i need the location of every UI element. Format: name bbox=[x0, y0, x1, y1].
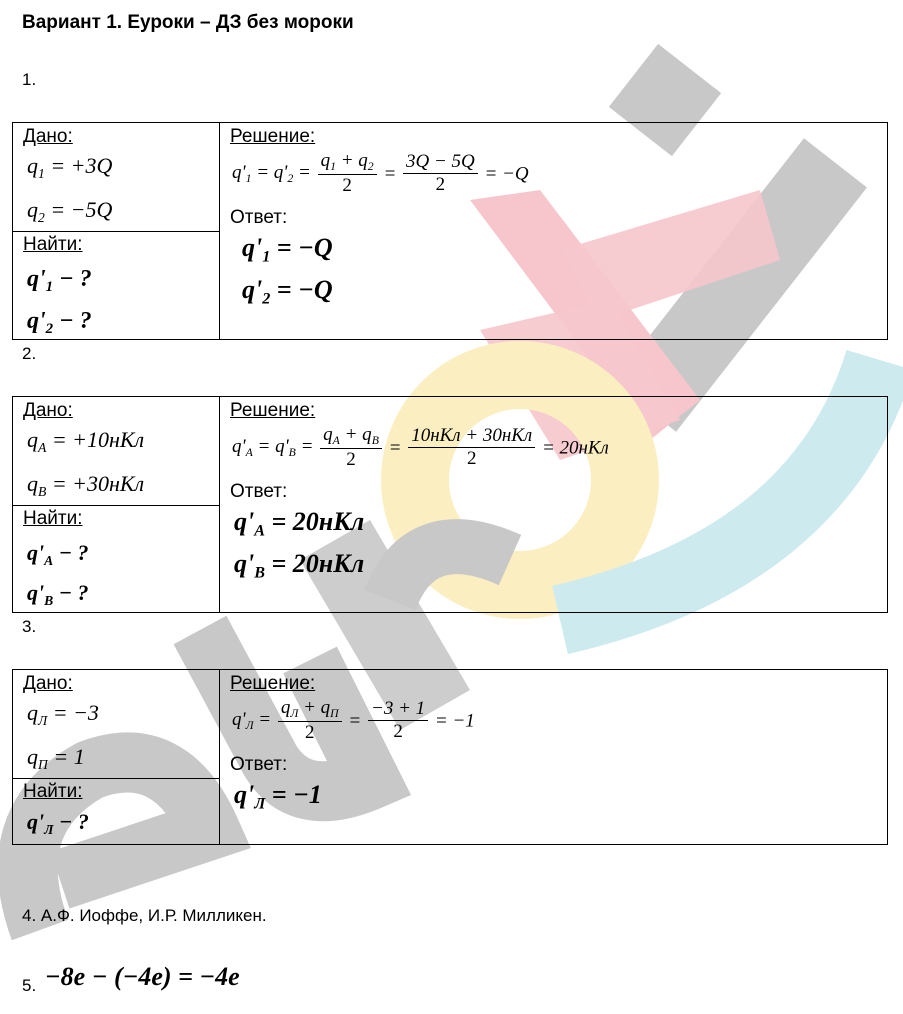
problem-3-find bbox=[13, 778, 220, 844]
answer-label: Ответ: bbox=[230, 754, 288, 775]
problem-1-answer-2: $q'_2 = -Q$ bbox=[242, 275, 333, 308]
problem-3-given bbox=[13, 670, 220, 778]
problem-2-box bbox=[12, 396, 888, 613]
problem-1-find-q2: $q'_2$ − ? bbox=[27, 308, 92, 338]
problem-3-given-qp: $q_П = 1$ bbox=[27, 744, 85, 772]
problem-3-formula: $q'_Л$ = $\frac{q_Л + q_П}{2}$ = $\frac{-3 + 1}{2}$ = −1 bbox=[232, 697, 475, 744]
problem-1-solution bbox=[220, 123, 887, 339]
item-5 bbox=[22, 962, 240, 998]
item-4-answer: 4. А.Ф. Иоффе, И.Р. Милликен. bbox=[22, 906, 267, 925]
problem-3-solution bbox=[220, 670, 887, 844]
problem-3-number: 3. bbox=[22, 617, 37, 636]
given-label: Дано: bbox=[23, 673, 73, 694]
problem-1-find-q1: $q'_1$ − ? bbox=[27, 266, 92, 296]
solution-label: Решение: bbox=[230, 126, 316, 147]
find-label: Найти: bbox=[23, 234, 83, 255]
problem-2-given bbox=[13, 397, 220, 505]
problem-1-formula: $q'_1 = q'_2$ = $\frac{q_1 + q_2}{2}$ = $\frac{3Q - 5Q}{2}$ = −Q bbox=[232, 150, 529, 197]
problem-2-answer-2: $q'_B = 20нКл$ bbox=[234, 549, 365, 582]
problem-2-find-qa: $q'_A$ − ? bbox=[27, 540, 89, 568]
answer-label: Ответ: bbox=[230, 481, 288, 502]
problem-1-given-q1: $q_1 = +3Q$ bbox=[27, 153, 113, 181]
document-title: Вариант 1. Еуроки – ДЗ без мороки bbox=[22, 12, 354, 33]
solution-label: Решение: bbox=[230, 673, 316, 694]
problem-1-number: 1. bbox=[22, 70, 37, 89]
problem-2-given-qa: $q_A = +10нКл$ bbox=[27, 427, 145, 455]
problem-1-box bbox=[12, 122, 888, 340]
answer-label: Ответ: bbox=[230, 207, 288, 228]
problem-1-given-q2: $q_2 = -5Q$ bbox=[27, 197, 113, 225]
item-5-number: 5. bbox=[22, 976, 37, 995]
solution-label: Решение: bbox=[230, 400, 316, 421]
problem-2-find-qb: $q'_B$ − ? bbox=[27, 580, 89, 608]
find-label: Найти: bbox=[23, 781, 83, 802]
problem-3-find-ql: $q'_Л$ − ? bbox=[27, 809, 89, 837]
problem-2-find bbox=[13, 505, 220, 612]
item-5-formula: −8e − (−4e) = −4e bbox=[44, 962, 240, 991]
problem-3-box bbox=[12, 669, 888, 845]
given-label: Дано: bbox=[23, 400, 73, 421]
problem-1-find bbox=[13, 231, 220, 339]
problem-1-answer-1: $q'_1 = -Q$ bbox=[242, 233, 333, 266]
find-label: Найти: bbox=[23, 508, 83, 529]
given-label: Дано: bbox=[23, 126, 73, 147]
problem-3-given-ql: $q_Л = -3$ bbox=[27, 700, 99, 728]
problem-2-answer-1: $q'_A = 20нКл$ bbox=[234, 507, 365, 540]
problem-2-number: 2. bbox=[22, 344, 37, 363]
problem-3-answer-1: $q'_Л = -1$ bbox=[234, 780, 322, 813]
problem-2-formula: $q'_A = q'_B$ = $\frac{q_A + q_B}{2}$ = $\frac{\text{10нКл + 30нКл}}{2}$ = 20нКл bbox=[232, 424, 609, 471]
problem-1-given bbox=[13, 123, 220, 231]
problem-2-solution bbox=[220, 397, 887, 612]
problem-2-given-qb: $q_B = +30нКл$ bbox=[27, 471, 145, 499]
